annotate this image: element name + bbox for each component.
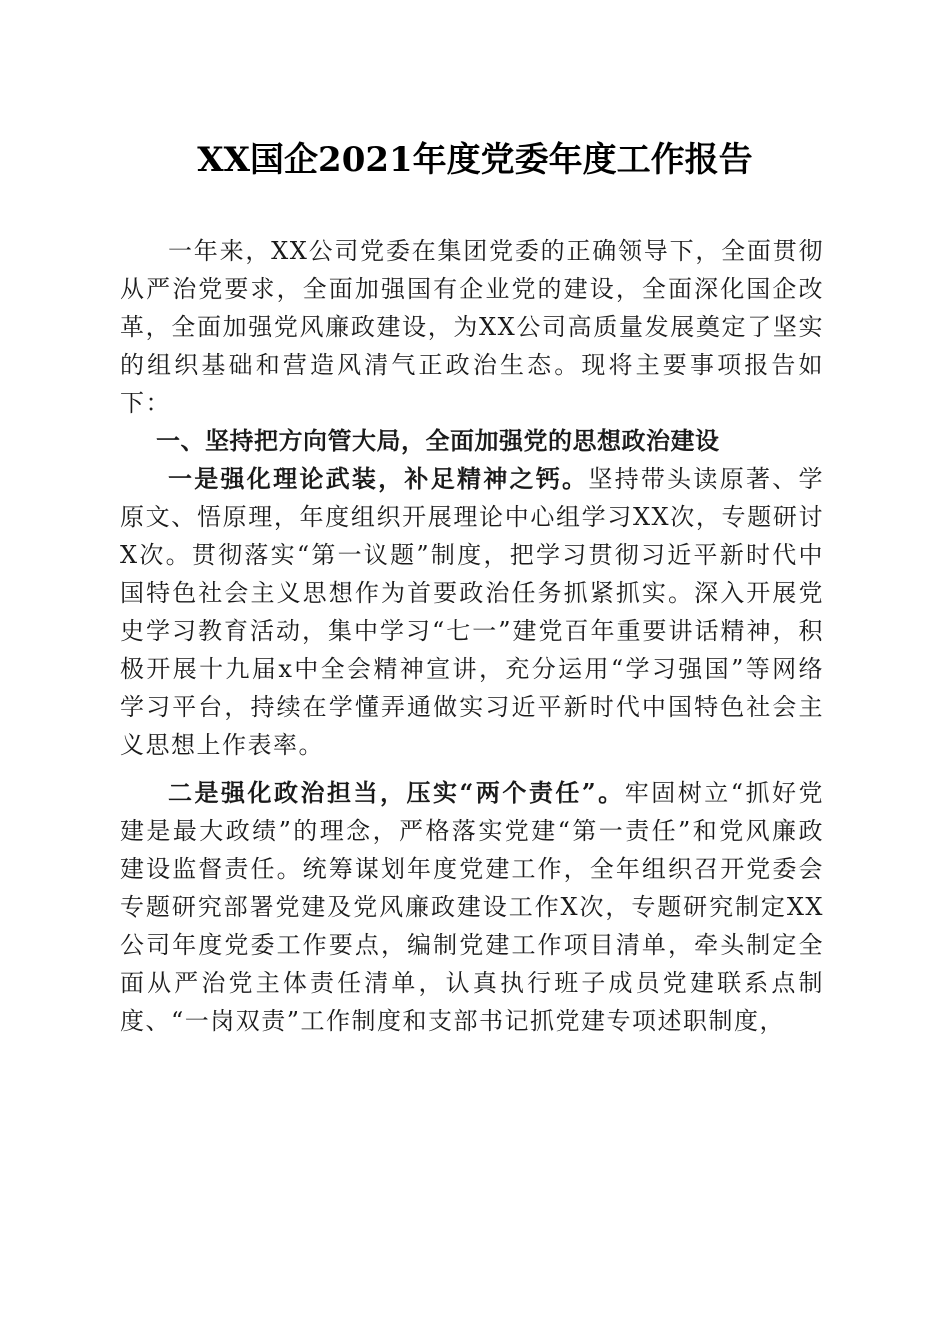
paragraph-spacer bbox=[120, 764, 824, 774]
intro-paragraph: 一年来，XX公司党委在集团党委的正确领导下，全面贯彻从严治党要求，全面加强国有企业党的建设，全面深化国企改革，全面加强党风廉政建设，为XX公司高质量发展奠定了坚实的组织基础和营造风清气正政治生态。现将主要事项报告如下： bbox=[120, 237, 824, 417]
paragraph-2 bbox=[120, 774, 824, 1040]
paragraph-2-text: 牢固树立“抓好党建是最大政绩”的理念，严格落实党建“第一责任”和党风廉政建设监督责任。统筹谋划年度党建工作，全年组织召开党委会专题研究部署党建及党风廉政建设工作X次，专题研究制定XX公司年度党委工作要点，编制党建工作项目清单，牵头制定全面从严治党主体责任清单，认真执行班子成员党建联系点制度、“一岗双责”工作制度和支部书记抓党建专项述职制度， bbox=[120, 779, 824, 1035]
paragraph-1-lead: 一是强化理论武装，补足精神之钙。 bbox=[168, 464, 589, 493]
section-1-heading: 一、坚持把方向管大局，全面加强党的思想政治建设 bbox=[156, 427, 720, 455]
paragraph-1-text: 坚持带头读原著、学原文、悟原理，年度组织开展理论中心组学习XX次，专题研讨X次。贯彻落实“第一议题”制度，把学习贯彻习近平新时代中国特色社会主义思想作为首要政治任务抓紧抓实。深入开展党史学习教育活动，集中学习“七一”建党百年重要讲话精神，积极开展十九届x中全会精神宣讲，充分运用“学习强国”等网络学习平台，持续在学懂弄通做实习近平新时代中国特色社会主义思想上作表率。 bbox=[120, 465, 825, 759]
paragraph-2-lead: 二是强化政治担当，压实“两个责任”。 bbox=[168, 778, 625, 807]
document-title: XX国企2021年度党委年度工作报告 bbox=[197, 140, 753, 180]
paragraph-1 bbox=[120, 460, 824, 764]
document-body bbox=[120, 232, 824, 1040]
